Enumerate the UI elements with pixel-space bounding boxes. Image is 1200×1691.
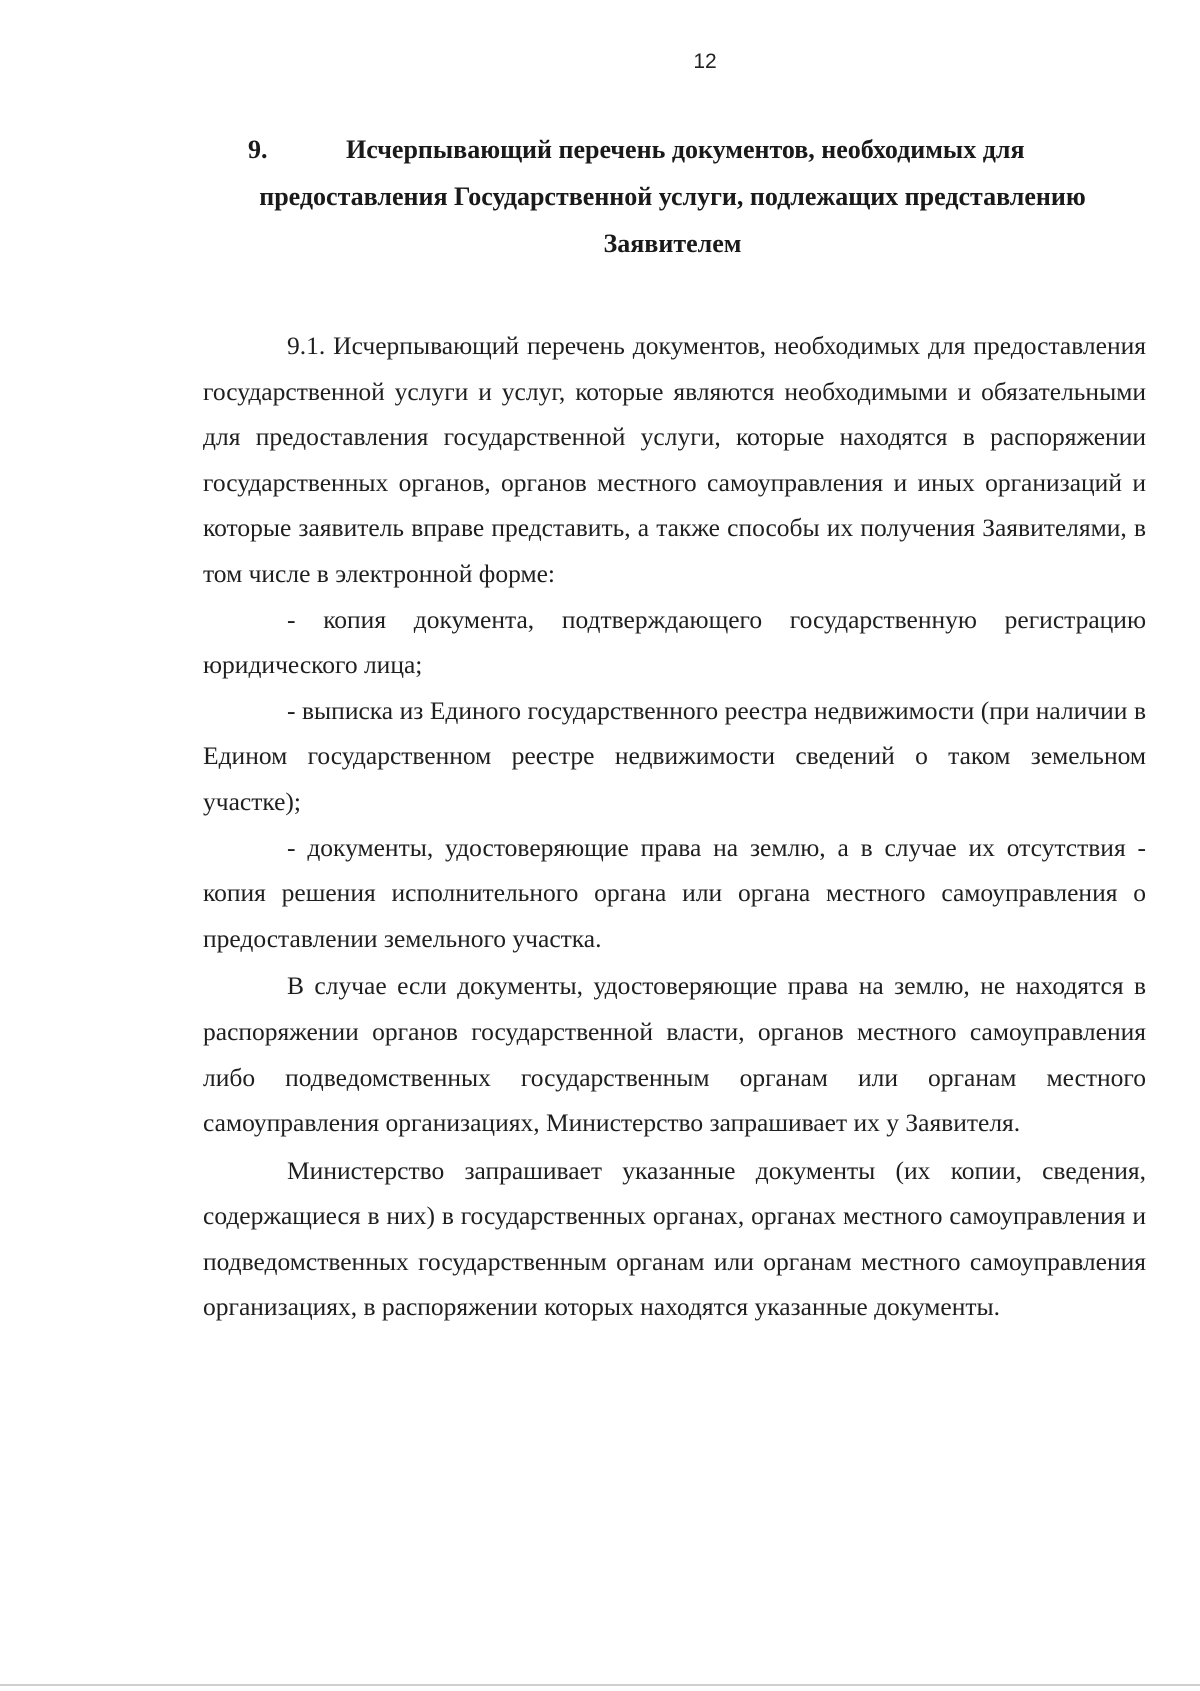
paragraph-9-1: 9.1. Исчерпывающий перечень документов, необходимых для предоставления государственной услуги и услуг, которые являются необходимыми и обязательными для предоставления государственной услуги, которые находятся в распоряжении государственных органов, органов местного самоуправления и иных организаций и которые заявитель вправе представить, а также способы их получения Заявителями, в том числе в электронной форме: bbox=[203, 331, 1146, 588]
document-body bbox=[203, 323, 1146, 1330]
paragraph-ministry-request: Министерство запрашивает указанные документы (их копии, сведения, содержащиеся в них) в государственных органах, органах местного самоуправления и подведомственных государственным органам или органам местного самоуправления организациях, в распоряжении которых находятся указанные документы. bbox=[203, 1155, 1146, 1322]
list-item-registry-extract: - выписка из Единого государственного реестра недвижимости (при наличии в Едином государственном реестре недвижимости сведений о таком земельном участке); bbox=[203, 695, 1146, 816]
section-title-line-2: предоставления Государственной услуги, подлежащих представлению bbox=[259, 182, 1086, 211]
bottom-scan-edge bbox=[0, 1684, 1200, 1686]
section-title-text-1: Исчерпывающий перечень документов, необходимых для bbox=[346, 135, 1025, 164]
page-number: 12 bbox=[693, 50, 717, 73]
paragraph-missing-documents: В случае если документы, удостоверяющие права на землю, не находятся в распоряжении органов государственной власти, органов местного самоуправления либо подведомственных государственным органам или органам местного самоуправления организациях, Министерство запрашивает их у Заявителя. bbox=[203, 971, 1146, 1138]
list-item-land-rights-documents: - документы, удостоверяющие права на землю, а в случае их отсутствия - копия решения исполнительного органа или органа местного самоуправления о предоставлении земельного участка. bbox=[203, 832, 1146, 953]
section-title bbox=[200, 126, 1145, 267]
section-title-line-1 bbox=[200, 126, 1145, 173]
section-number: 9. bbox=[248, 135, 268, 164]
section-title-line-3: Заявителем bbox=[603, 229, 742, 258]
list-item-registration-copy: - копия документа, подтверждающего государственную регистрацию юридического лица; bbox=[203, 604, 1146, 680]
